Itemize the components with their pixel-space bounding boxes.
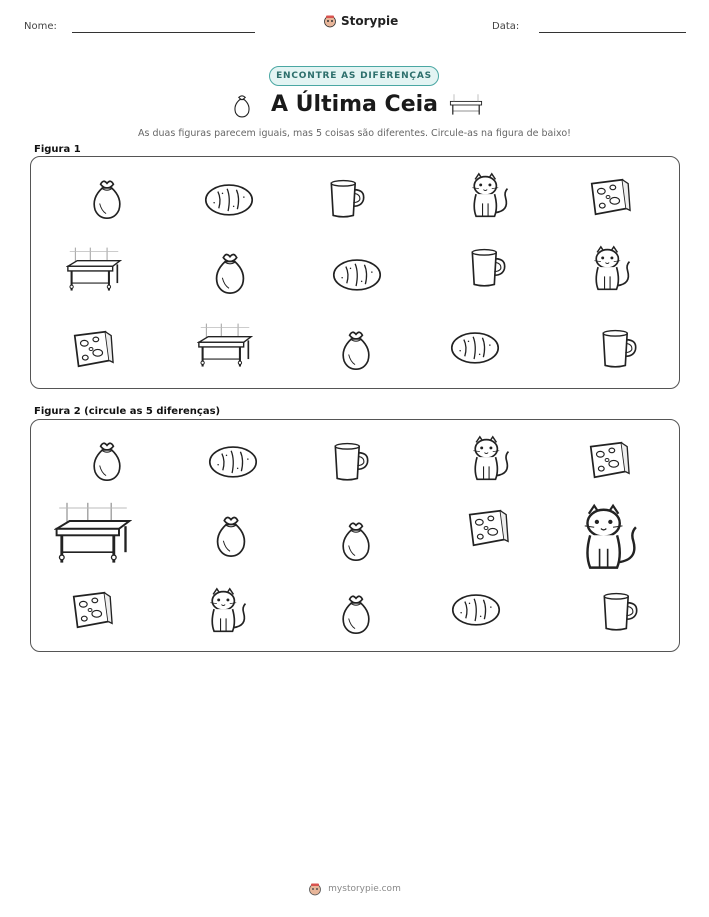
brand-name: Storypie	[341, 14, 399, 28]
footer-url: mystorypie.com	[328, 884, 401, 894]
figure1-cat-icon[interactable]	[587, 245, 635, 293]
brand-logo	[323, 14, 398, 28]
figure1-mug-icon[interactable]	[596, 326, 640, 370]
figure1-cat-icon[interactable]	[465, 172, 513, 220]
figure1-cheese-icon[interactable]	[69, 326, 115, 372]
figure2-bread-icon[interactable]	[207, 435, 259, 487]
figure2-cheese-icon[interactable]	[68, 587, 114, 633]
date-line[interactable]	[539, 32, 686, 33]
figure1-bag-icon[interactable]	[334, 327, 378, 371]
figure2-cheese-icon[interactable]	[585, 437, 631, 483]
name-line[interactable]	[72, 32, 255, 33]
table-icon	[448, 92, 484, 118]
footer	[0, 882, 709, 896]
figure1-bag-icon[interactable]	[207, 249, 253, 295]
figure1-cheese-icon[interactable]	[586, 174, 632, 220]
figure2-bag-icon[interactable]	[85, 438, 129, 482]
figure1-bread-icon[interactable]	[203, 173, 255, 225]
storypie-mascot-icon	[308, 882, 322, 896]
figure1-bag-icon[interactable]	[85, 176, 129, 220]
storypie-mascot-icon	[323, 14, 337, 28]
figure2-table-icon[interactable]	[54, 495, 132, 573]
figure1-label: Figura 1	[34, 144, 81, 155]
activity-badge: ENCONTRE AS DIFERENÇAS	[269, 66, 439, 86]
figure2-cat-icon[interactable]	[203, 587, 251, 635]
figure2-bag-icon[interactable]	[334, 518, 378, 562]
name-label: Nome:	[24, 21, 57, 32]
figure2-bread-icon[interactable]	[450, 583, 502, 635]
instructions: As duas figuras parecem iguais, mas 5 coisas são diferentes. Circule-as na figura de baixo!	[138, 128, 571, 139]
figure2-cat-icon[interactable]	[574, 503, 644, 573]
figure2-cheese-icon[interactable]	[464, 505, 510, 551]
figure2-cat-icon[interactable]	[466, 435, 514, 483]
figure1-table-icon[interactable]	[66, 242, 122, 298]
figure2-bag-icon[interactable]	[208, 512, 254, 558]
figure1-mug-icon[interactable]	[465, 245, 509, 289]
figure1-bread-icon[interactable]	[449, 321, 501, 373]
page-title: A Última Ceia	[270, 92, 439, 117]
figure1-mug-icon[interactable]	[324, 176, 368, 220]
figure2-bag-icon[interactable]	[334, 591, 378, 635]
figure1-bread-icon[interactable]	[331, 248, 383, 300]
figure2-mug-icon[interactable]	[597, 589, 641, 633]
date-label: Data:	[492, 21, 520, 32]
figure2-label: Figura 2 (circule as 5 diferenças)	[34, 406, 221, 417]
figure2-mug-icon[interactable]	[328, 439, 372, 483]
figure1-table-icon[interactable]	[197, 318, 253, 374]
